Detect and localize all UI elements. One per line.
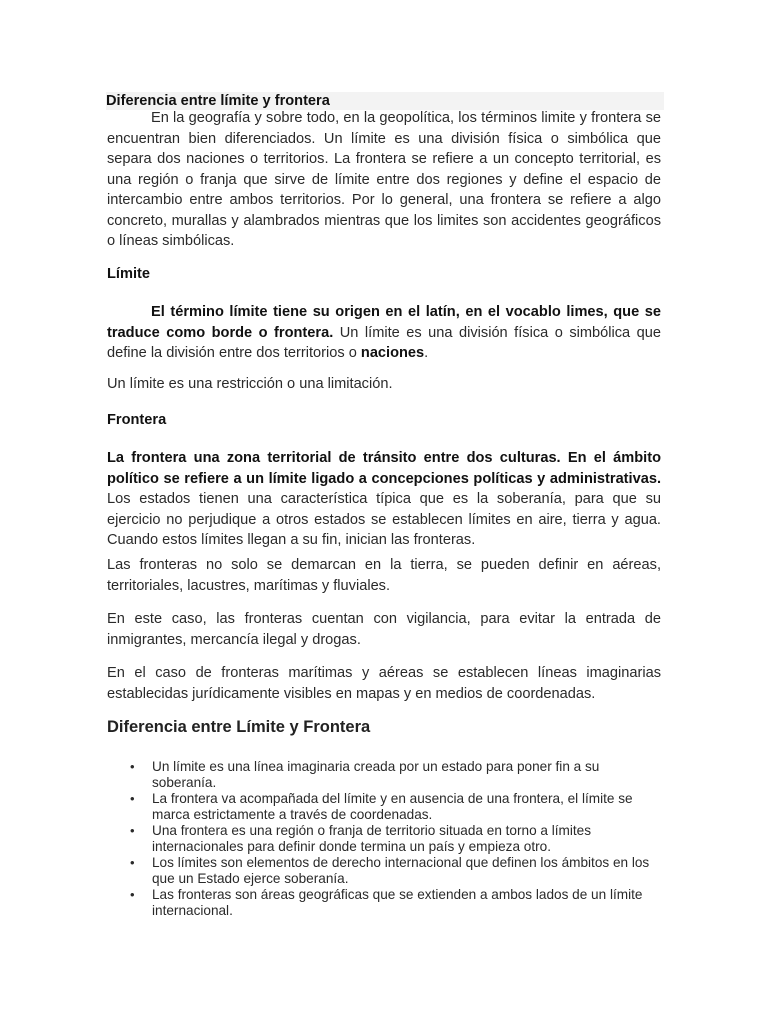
frontera-paragraph-4: En el caso de fronteras marítimas y aéreas se establecen líneas imaginarias establecidas jurídicamente visibles en mapas y en medios de coordenadas. [107, 665, 661, 702]
diferencia-heading: Diferencia entre Límite y Frontera [107, 718, 371, 736]
list-item-text: Los límites son elementos de derecho internacional que definen los ámbitos en los que un Estado ejerce soberanía. [152, 855, 650, 886]
intro-paragraph: En la geografía y sobre todo, en la geopolítica, los términos limite y frontera se encuentran bien diferenciados. Un límite es una división física o simbólica que separa dos naciones o territorios. La frontera se refiere a un concepto territorial, es una región o franja que sirve de límite entre dos regiones y define el espacio de intercambio entre ambos territorios. Por lo general, una frontera se refiere a algo concreto, murallas y alambrados mientras que los limites son accidentes geográficos o líneas simbólicas. [107, 110, 661, 249]
frontera-paragraph-1 [107, 448, 661, 551]
bullet-icon: • [130, 791, 135, 806]
list-item [107, 759, 657, 791]
limite-heading: Límite [107, 266, 150, 282]
list-item [107, 887, 657, 919]
list-item [107, 823, 657, 855]
limite-period: . [424, 345, 429, 361]
limite-paragraph-2: Un límite es una restricción o una limitación. [107, 376, 393, 392]
bullet-icon: • [130, 759, 135, 774]
document-title: Diferencia entre límite y frontera [106, 92, 664, 110]
diferencia-list [107, 759, 657, 919]
limite-bold-naciones: naciones [360, 345, 425, 361]
bullet-icon: • [130, 855, 135, 870]
frontera-paragraph-3: En este caso, las fronteras cuentan con vigilancia, para evitar la entrada de inmigrantes, mercancía ilegal y drogas. [107, 611, 661, 648]
frontera-heading: Frontera [107, 412, 167, 428]
list-item-text: Una frontera es una región o franja de territorio situada en torno a límites internacionales para definir donde termina un país y empieza otro. [152, 823, 592, 854]
list-item [107, 791, 657, 823]
frontera-paragraph-text: Los estados tienen una característica típica que es la soberanía, para que su ejercicio no perjudique a otros estados se establecen límites en aire, tierra y agua. Cuando estos límites llegan a su fin, inician las fronteras. [107, 491, 661, 548]
bullet-icon: • [130, 887, 135, 902]
list-item-text: Un límite es una línea imaginaria creada por un estado para poner fin a su soberanía. [152, 759, 600, 790]
frontera-bold-lead: La frontera una zona territorial de tránsito entre dos culturas. En el ámbito político se refiere a un límite ligado a concepciones políticas y administrativas. [107, 450, 661, 487]
bullet-icon: • [130, 823, 135, 838]
list-item-text: Las fronteras son áreas geográficas que se extienden a ambos lados de un límite internacional. [152, 887, 643, 918]
limite-paragraph-text: Un límite es una división física o simbólica que define la división entre dos territorios o [107, 324, 661, 361]
frontera-paragraph-2: Las fronteras no solo se demarcan en la tierra, se pueden definir en aéreas, territoriales, lacustres, marítimas y fluviales. [107, 557, 661, 594]
limite-bold-lead: El término límite tiene su origen en el latín, en el vocablo limes, que se traduce como borde o frontera. [107, 304, 661, 341]
list-item [107, 855, 657, 887]
limite-paragraph-1 [107, 302, 661, 364]
list-item-text: La frontera va acompañada del límite y en ausencia de una frontera, el límite se marca estrictamente a través de coordenadas. [152, 791, 633, 822]
